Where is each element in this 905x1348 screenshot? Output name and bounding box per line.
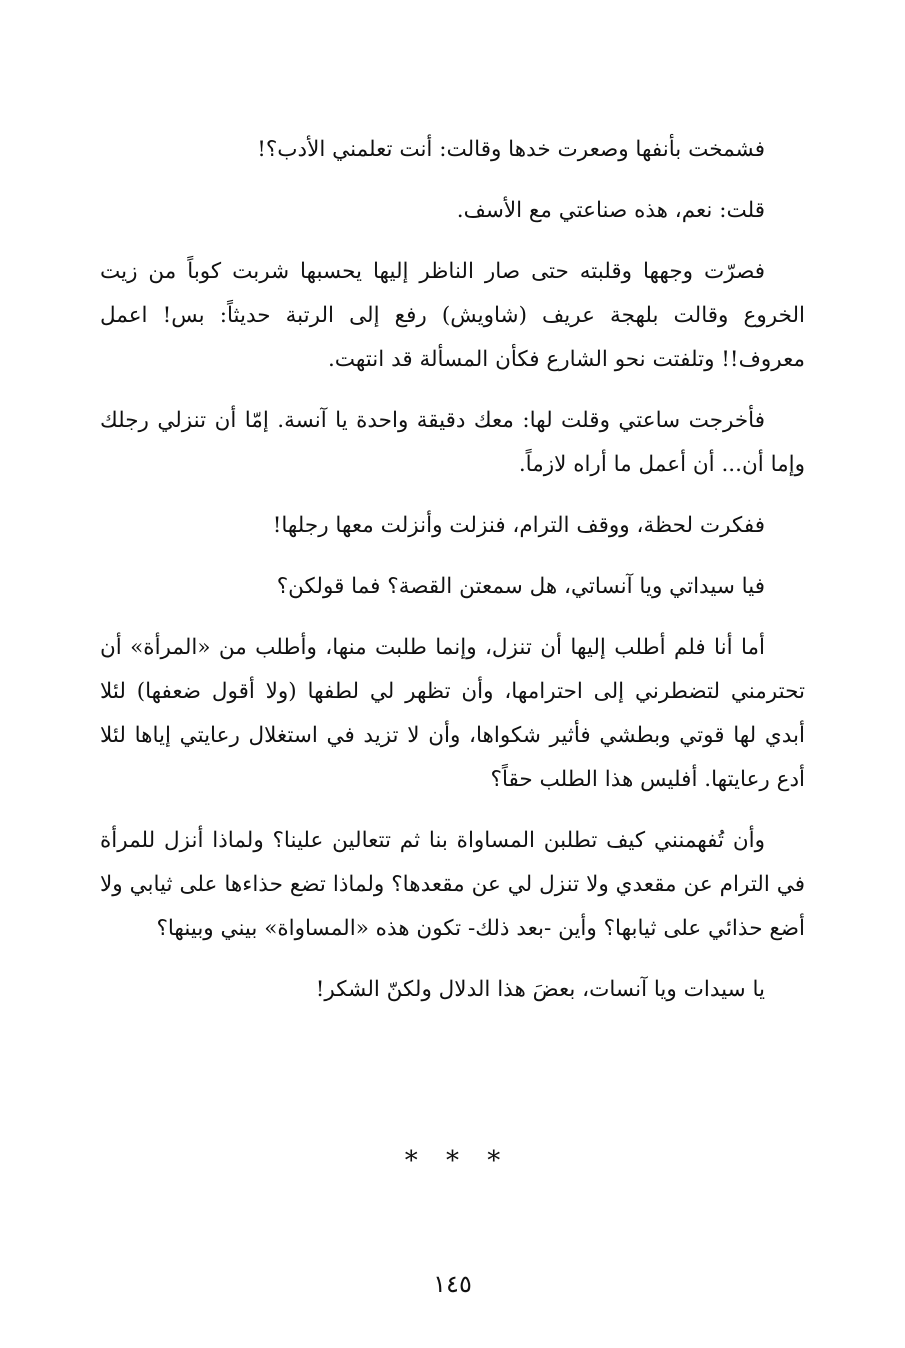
paragraph: أما أنا فلم أطلب إليها أن تنزل، وإنما طلبت منها، وأطلب من «المرأة» أن تحترمني لتضطرني إلى احترامها، وأن تظهر لي لطفها (ولا أقول ضعفها) لئلا أبدي لها قوتي وبطشي فأثير شكواها، وأن لا تزيد في استغلال رعايتي إياها لئلا أدع رعايتها. أفليس هذا الطلب حقاً؟ [100, 635, 805, 792]
paragraph: قلت: نعم، هذه صناعتي مع الأسف. [456, 198, 765, 223]
paragraph: فشمخت بأنفها وصعرت خدها وقالت: أنت تعلمني الأدب؟! [257, 137, 765, 162]
section-separator: * * * [404, 1146, 501, 1176]
paragraph: وأن تُفهمنني كيف تطلبن المساواة بنا ثم تتعالين علينا؟ ولماذا أنزل للمرأة في الترام عن مقعدي ولا تنزل لي عن مقعدها؟ ولماذا تضع حذاءها على ثيابي ولا أضع حذائي على ثيابها؟ وأين -بعد ذلك- تكون هذه «المساواة» بيني وبينها؟ [100, 828, 805, 941]
page-number: ١٤٥ [433, 1270, 472, 1298]
paragraph: فصرّت وجهها وقلبته حتى صار الناظر إليها يحسبها شربت كوباً من زيت الخروع وقالت بلهجة عريف (شاويش) رفع إلى الرتبة حديثاً: بس! اعمل معروف!! وتلفتت نحو الشارع فكأن المسألة قد انتهت. [100, 259, 805, 372]
paragraph: فأخرجت ساعتي وقلت لها: معك دقيقة واحدة يا آنسة. إمّا أن تنزلي رجلك وإما أن... أن أعمل ما أراه لازماً. [100, 408, 805, 477]
paragraph: فيا سيداتي ويا آنساتي، هل سمعتن القصة؟ فما قولكن؟ [276, 574, 765, 599]
page-body [100, 128, 805, 1029]
paragraph: ففكرت لحظة، ووقف الترام، فنزلت وأنزلت معها رجلها! [272, 513, 765, 538]
paragraph: يا سيدات ويا آنسات، بعضَ هذا الدلال ولكنّ الشكر! [315, 977, 765, 1002]
